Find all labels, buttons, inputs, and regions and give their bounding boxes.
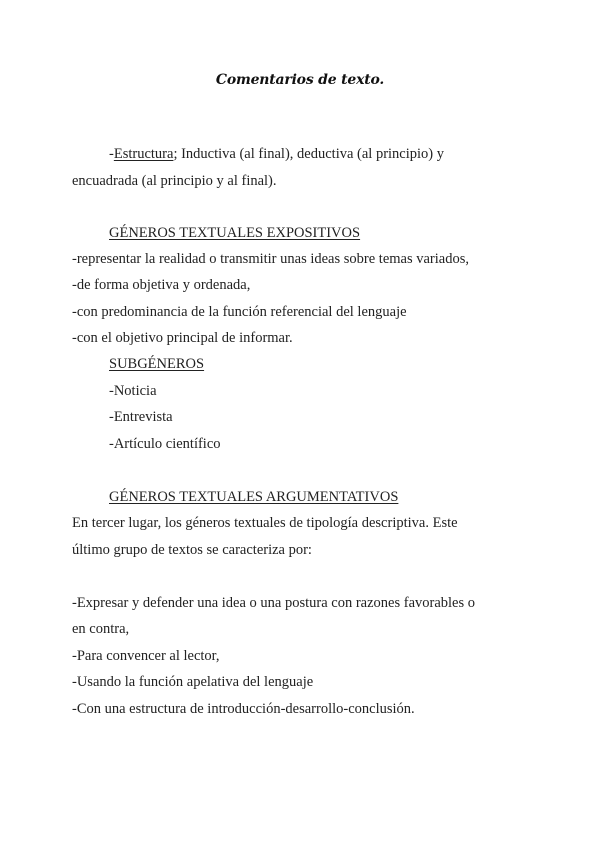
argumentativos-heading: GÉNEROS TEXTUALES ARGUMENTATIVOS (109, 489, 399, 505)
argumentativos-intro-line1: En tercer lugar, los géneros textuales de tipología descriptiva. Este (72, 515, 458, 531)
expositivos-item: -de forma objetiva y ordenada, (72, 277, 251, 293)
estructura-separator: ; (173, 146, 178, 162)
subgenero-item: -Artículo científico (109, 436, 221, 452)
expositivos-item: -con el objetivo principal de informar. (72, 330, 293, 346)
argumentativos-item: -Expresar y defender una idea o una postura con razones favorables o (72, 595, 476, 611)
estructura-text-line2: encuadrada (al principio y al final). (72, 173, 277, 189)
expositivos-item: -representar la realidad o transmitir unas ideas sobre temas variados, (72, 251, 469, 267)
expositivos-item: -con predominancia de la función referencial del lenguaje (72, 304, 407, 320)
subgenero-item: -Entrevista (109, 409, 173, 425)
estructura-label: Estructura (113, 146, 174, 162)
estructura-text-line1: Inductiva (al final), deductiva (al principio) y (177, 146, 445, 162)
subgenero-item: -Noticia (109, 383, 157, 399)
argumentativos-item: -Para convencer al lector, (72, 648, 220, 664)
expositivos-heading: GÉNEROS TEXTUALES EXPOSITIVOS (109, 225, 361, 241)
subgeneros-heading: SUBGÉNEROS (109, 356, 205, 372)
argumentativos-intro-line2: último grupo de textos se caracteriza por: (72, 542, 312, 558)
estructura-line: -Estructura; Inductiva (al final), deductiva (al principio) y (109, 146, 445, 162)
page-title: Comentarios de texto. (215, 72, 385, 88)
argumentativos-item: -Con una estructura de introducción-desarrollo-conclusión. (72, 701, 415, 717)
argumentativos-item: -Usando la función apelativa del lenguaje (72, 674, 314, 690)
argumentativos-item: en contra, (72, 621, 130, 637)
